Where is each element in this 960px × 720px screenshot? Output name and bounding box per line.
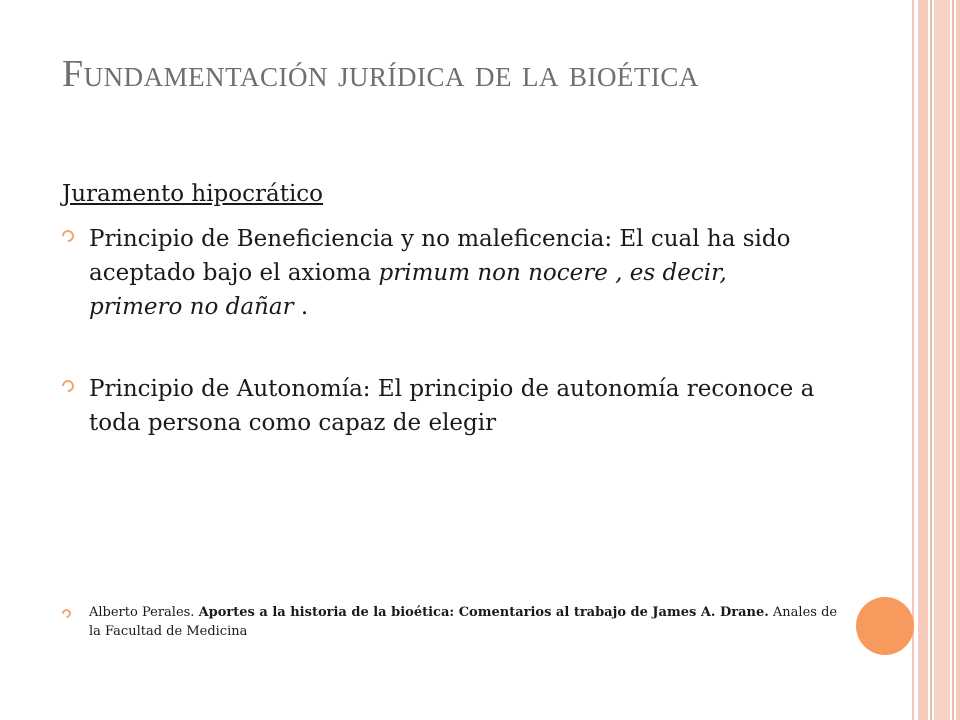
accent-circle <box>856 597 914 655</box>
decorative-stripes <box>912 0 960 720</box>
bullet-autonomy <box>62 372 822 440</box>
bullet-text: Principio de Autonomía: El principio de autonomía reconoce a toda persona como capaz de elegir <box>89 376 815 436</box>
reference-note <box>62 603 849 641</box>
bullet-list <box>62 222 822 440</box>
stripe <box>934 0 950 720</box>
reference-author: Alberto Perales. <box>89 605 199 620</box>
stripe <box>956 0 960 720</box>
bullet-icon <box>60 378 77 395</box>
bullet-icon <box>60 607 73 620</box>
bullet-beneficence <box>62 222 822 324</box>
stripe <box>952 0 954 720</box>
reference-title: Aportes a la historia de la bioética: Comentarios al trabajo de James A. Drane. <box>198 605 769 620</box>
bullet-icon <box>60 228 77 245</box>
stripe <box>918 0 928 720</box>
bullet-text: Principio de Beneficiencia y no maleficencia: El cual ha sido aceptado bajo el axioma <box>89 226 791 286</box>
bullet-text-end: . <box>293 294 309 320</box>
bullet-italic-text: primum non nocere , es decir, primero no dañar <box>89 260 727 320</box>
slide-title: Fundamentación jurídica de la bioética <box>62 53 699 95</box>
subheading: Juramento hipocrático <box>62 181 324 207</box>
stripe <box>930 0 932 720</box>
stripe <box>912 0 914 720</box>
reference-source: Anales de la Facultad de Medicina <box>89 605 838 639</box>
